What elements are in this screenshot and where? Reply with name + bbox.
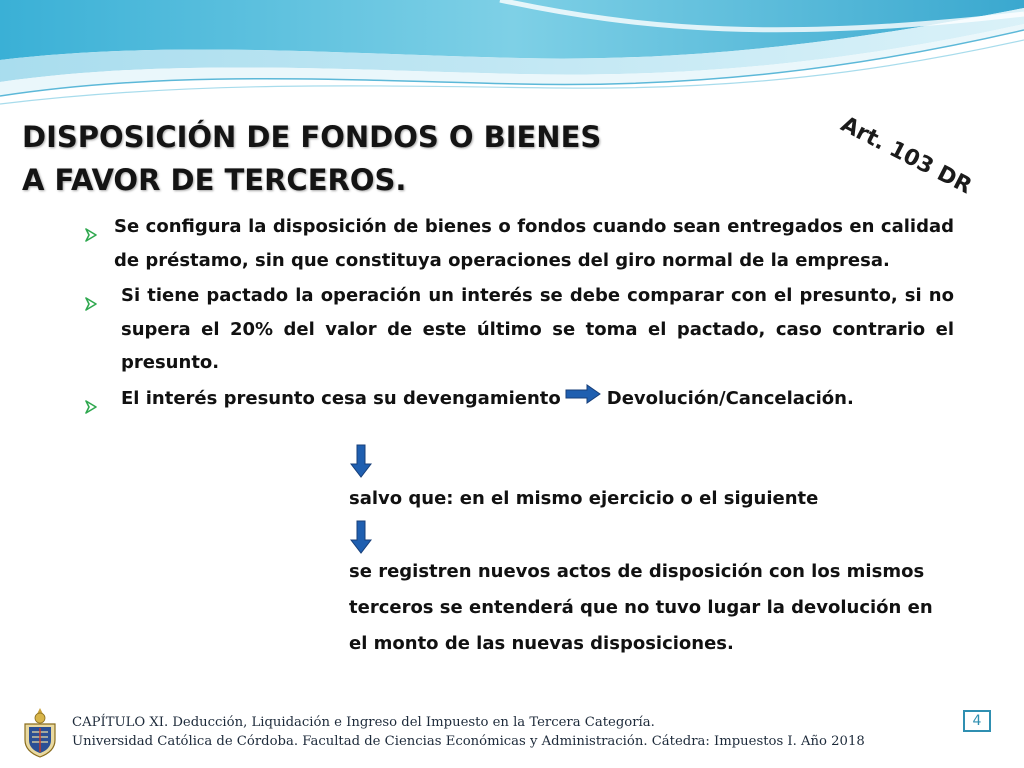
header-wave-decoration bbox=[0, 0, 1024, 110]
bullet-text: Si tiene pactado la operación un interés se debe comparar con el presunto, si no supera el 20% del valor de este último se toma el pactado, caso contrario el presunto. bbox=[121, 285, 954, 373]
continuation-text-2 bbox=[349, 554, 933, 662]
down-arrow-icon bbox=[350, 444, 372, 483]
page-number: 4 bbox=[963, 710, 991, 732]
continuation-line: se registren nuevos actos de disposición con los mismos bbox=[349, 561, 925, 582]
bullet-text: Se configura la disposición de bienes o fondos cuando sean entregados en calidad de préstamo, sin que constituya operaciones del giro normal de la empresa. bbox=[114, 216, 954, 271]
bullet-3-part-2: Devolución/Cancelación. bbox=[606, 387, 854, 409]
bullet-list bbox=[84, 210, 954, 427]
continuation-text-1: salvo que: en el mismo ejercicio o el siguiente bbox=[349, 488, 819, 509]
title-line-2: A FAVOR DE TERCEROS. bbox=[22, 163, 407, 197]
continuation-line: terceros se entenderá que no tuvo lugar la devolución en bbox=[349, 597, 933, 618]
arrow-bullet-icon bbox=[84, 382, 106, 426]
continuation-line: el monto de las nuevas disposiciones. bbox=[349, 633, 734, 654]
bullet-3-part-1: El interés presunto cesa su devengamiento bbox=[121, 387, 561, 409]
arrow-bullet-icon bbox=[84, 210, 106, 277]
bullet-item-1 bbox=[84, 210, 954, 277]
bullet-text bbox=[106, 382, 954, 426]
arrow-bullet-icon bbox=[84, 279, 106, 380]
slide-title bbox=[22, 116, 601, 202]
bullet-item-3 bbox=[84, 382, 954, 426]
bullet-item-2 bbox=[84, 279, 954, 380]
article-reference: Art. 103 DR bbox=[836, 112, 976, 200]
title-line-1: DISPOSICIÓN DE FONDOS O BIENES bbox=[22, 120, 602, 154]
university-logo bbox=[20, 706, 60, 763]
right-arrow-icon bbox=[565, 382, 601, 416]
footer-text bbox=[72, 713, 865, 751]
footer-line-1: CAPÍTULO XI. Deducción, Liquidación e Ingreso del Impuesto en la Tercera Categoría. bbox=[72, 715, 655, 730]
footer-line-2: Universidad Católica de Córdoba. Facultad de Ciencias Económicas y Administración. Cátedra: Impuestos I. Año 2018 bbox=[72, 734, 865, 749]
